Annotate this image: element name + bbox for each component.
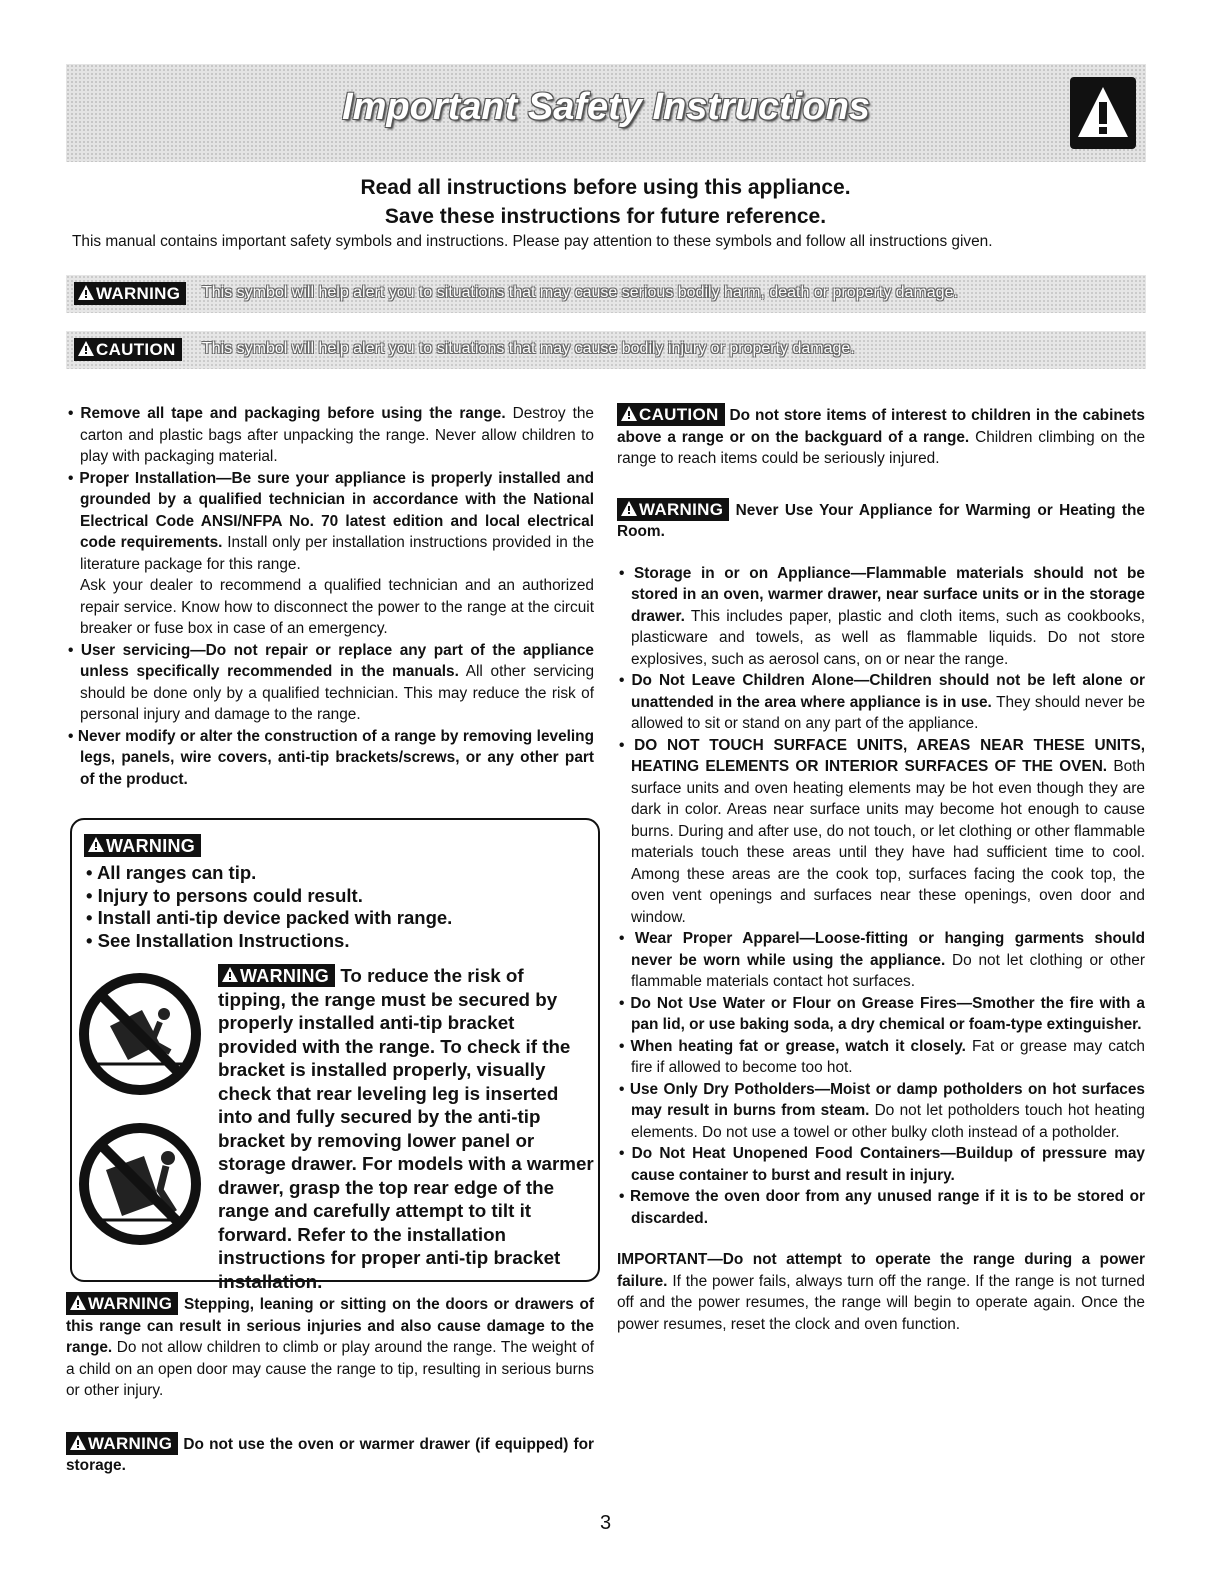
list-item: • Install anti-tip device packed with range.	[86, 907, 452, 930]
list-item: • Proper Installation—Be sure your appliance is properly installed and grounded by a qualified technician in accordance with the National Electrical Code ANSI/NFPA No. 70 latest edition and local electrical code requirements. Install only per installation instructions provided in the literature package for this range.	[66, 468, 594, 576]
list-item: • Use Only Dry Potholders—Moist or damp potholders on hot surfaces may result in burns from steam. Do not let potholders touch hot heating elements. Do not use a towel or other bulky cloth instead of a potholder.	[617, 1079, 1145, 1144]
list-item: • Do Not Use Water or Flour on Grease Fires—Smother the fire with a pan lid, or use baking soda, a dry chemical or foam-type extinguisher.	[617, 993, 1145, 1036]
warning-badge: WARNING	[84, 834, 201, 857]
alert-icon	[70, 1295, 86, 1310]
warning-symbol-text: This symbol will help alert you to situations that may cause serious bodily harm, death or property damage.	[202, 284, 958, 301]
list-item: • See Installation Instructions.	[86, 930, 452, 953]
warning-badge: WARNING	[617, 498, 729, 521]
caution-symbol-text: This symbol will help alert you to situations that may cause bodily injury or property damage.	[202, 340, 855, 357]
no-climbing-sign-icon	[76, 1120, 204, 1248]
list-item: • Storage in or on Appliance—Flammable materials should not be stored in an oven, warmer drawer, near surface units or in the storage drawer. This includes paper, plastic and cloth items, such as cookbooks, plasticware and towels, as well as flammable liquids. Do not store explosives, such as aerosol cans, on or near the range.	[617, 563, 1145, 671]
caution-symbol-bar	[66, 331, 1146, 369]
lead-save: Save these instructions for future reference.	[384, 205, 827, 228]
warning-paragraph: WARNING Stepping, leaning or sitting on the doors or drawers of this range can result in serious injuries and also cause damage to the range. Do not allow children to climb or play around the range. The weight of a child on an open door may cause the range to tip, resulting in serious burns or other injury.	[66, 1294, 595, 1399]
warning-paragraph: WARNING Never Use Your Appliance for Warming or Heating the Room.	[617, 499, 1145, 540]
left-column	[66, 403, 594, 790]
list-item: • Remove the oven door from any unused range if it is to be stored or discarded.	[617, 1186, 1145, 1229]
intro-text: This manual contains important safety symbols and instructions. Please pay attention to these symbols and follow all instructions given.	[72, 233, 993, 250]
important-paragraph: IMPORTANT—Do not attempt to operate the range during a power failure. If the power fails, always turn off the range. If the range is not turned off and the power resumes, the range will begin to operate again. Once the power resumes, reset the clock and oven function.	[617, 1251, 1145, 1333]
warning-badge: WARNING	[218, 964, 335, 987]
title-banner	[66, 64, 1146, 162]
caution-badge: CAUTION	[617, 403, 725, 426]
alert-icon	[621, 501, 637, 516]
lead-read: Read all instructions before using this appliance.	[360, 176, 851, 199]
alert-icon	[88, 837, 104, 852]
list-item: • Remove all tape and packaging before using the range. Destroy the carton and plastic bags after unpacking the range. Never allow children to play with packaging material.	[66, 403, 594, 468]
warning-badge: WARNING	[66, 1432, 178, 1455]
list-item: • User servicing—Do not repair or replace any part of the appliance unless specifically recommended in the manuals. All other servicing should be done only by a qualified technician. This may reduce the risk of personal injury and damage to the range.	[66, 640, 594, 726]
no-tipping-sign-icon	[76, 970, 204, 1098]
list-item: • Injury to persons could result.	[86, 885, 452, 908]
alert-icon	[222, 967, 238, 982]
alert-icon	[621, 406, 637, 421]
left-bottom-warnings	[66, 1292, 594, 1477]
list-item: • Do Not Leave Children Alone—Children should not be left alone or unattended in the area where appliance is in use. They should never be allowed to sit or stand on any part of the appliance.	[617, 670, 1145, 735]
list-item: • Wear Proper Apparel—Loose-fitting or hanging garments should never be worn while using the appliance. Do not let clothing or other flammable materials contact hot surfaces.	[617, 928, 1145, 993]
page-number: 3	[599, 1512, 612, 1534]
box-bullet-list	[86, 862, 452, 952]
list-item: • Never modify or alter the construction of a range by removing leveling legs, panels, wire covers, anti-tip brackets/screws, or any other part of the product.	[66, 726, 594, 791]
caution-badge: CAUTION	[74, 338, 182, 361]
list-item: • When heating fat or grease, watch it closely. Fat or grease may catch fire if allowed to become too hot.	[617, 1036, 1145, 1079]
warning-triangle-icon	[1070, 77, 1136, 149]
alert-icon	[70, 1435, 86, 1450]
list-item: • All ranges can tip.	[86, 862, 452, 885]
warning-badge: WARNING	[66, 1292, 178, 1315]
warning-badge: WARNING	[74, 282, 186, 305]
paragraph: Ask your dealer to recommend a qualified technician and an authorized repair service. Know how to disconnect the power to the range at the circuit breaker or fuse box in case of an emergency.	[80, 577, 594, 637]
right-column	[617, 403, 1145, 1335]
list-item: • Do Not Heat Unopened Food Containers—Buildup of pressure may cause container to burst and result in injury.	[617, 1143, 1145, 1186]
list-item: • DO NOT TOUCH SURFACE UNITS, AREAS NEAR THESE UNITS, HEATING ELEMENTS OR INTERIOR SURFACES OF THE OVEN. Both surface units and oven heating elements may be hot even though they are dark in color. Areas near surface units may become hot enough to cause burns. During and after use, do not touch, or let clothing or other flammable materials touch these areas until they have had sufficient time to cool. Among these areas are the cook top, surfaces facing the cook top, the oven vent openings and surfaces near these openings, oven door and window.	[617, 735, 1145, 929]
warning-paragraph: WARNING Do not use the oven or warmer drawer (if equipped) for storage.	[66, 1433, 595, 1474]
alert-icon	[78, 341, 94, 356]
anti-tip-instructions: WARNING To reduce the risk of tipping, the range must be secured by properly installed anti-tip bracket provided with the range. To check if the bracket is installed properly, visually check that rear leveling leg is inserted into and fully secured by the anti-tip bracket by removing lower panel or storage drawer. For models with a warmer drawer, grasp the top rear edge of the range and carefully attempt to tilt it forward. Refer to the installation instructions for proper anti-tip bracket installation.	[218, 965, 594, 1292]
warning-symbol-bar	[66, 275, 1146, 313]
anti-tip-warning-box	[70, 818, 600, 1292]
alert-icon	[78, 285, 94, 300]
page-title: Important Safety Instructions	[342, 86, 870, 128]
caution-paragraph: CAUTION Do not store items of interest to children in the cabinets above a range or on the backguard of a range. Children climbing on the range to reach items could be seriously injured.	[617, 405, 1146, 467]
